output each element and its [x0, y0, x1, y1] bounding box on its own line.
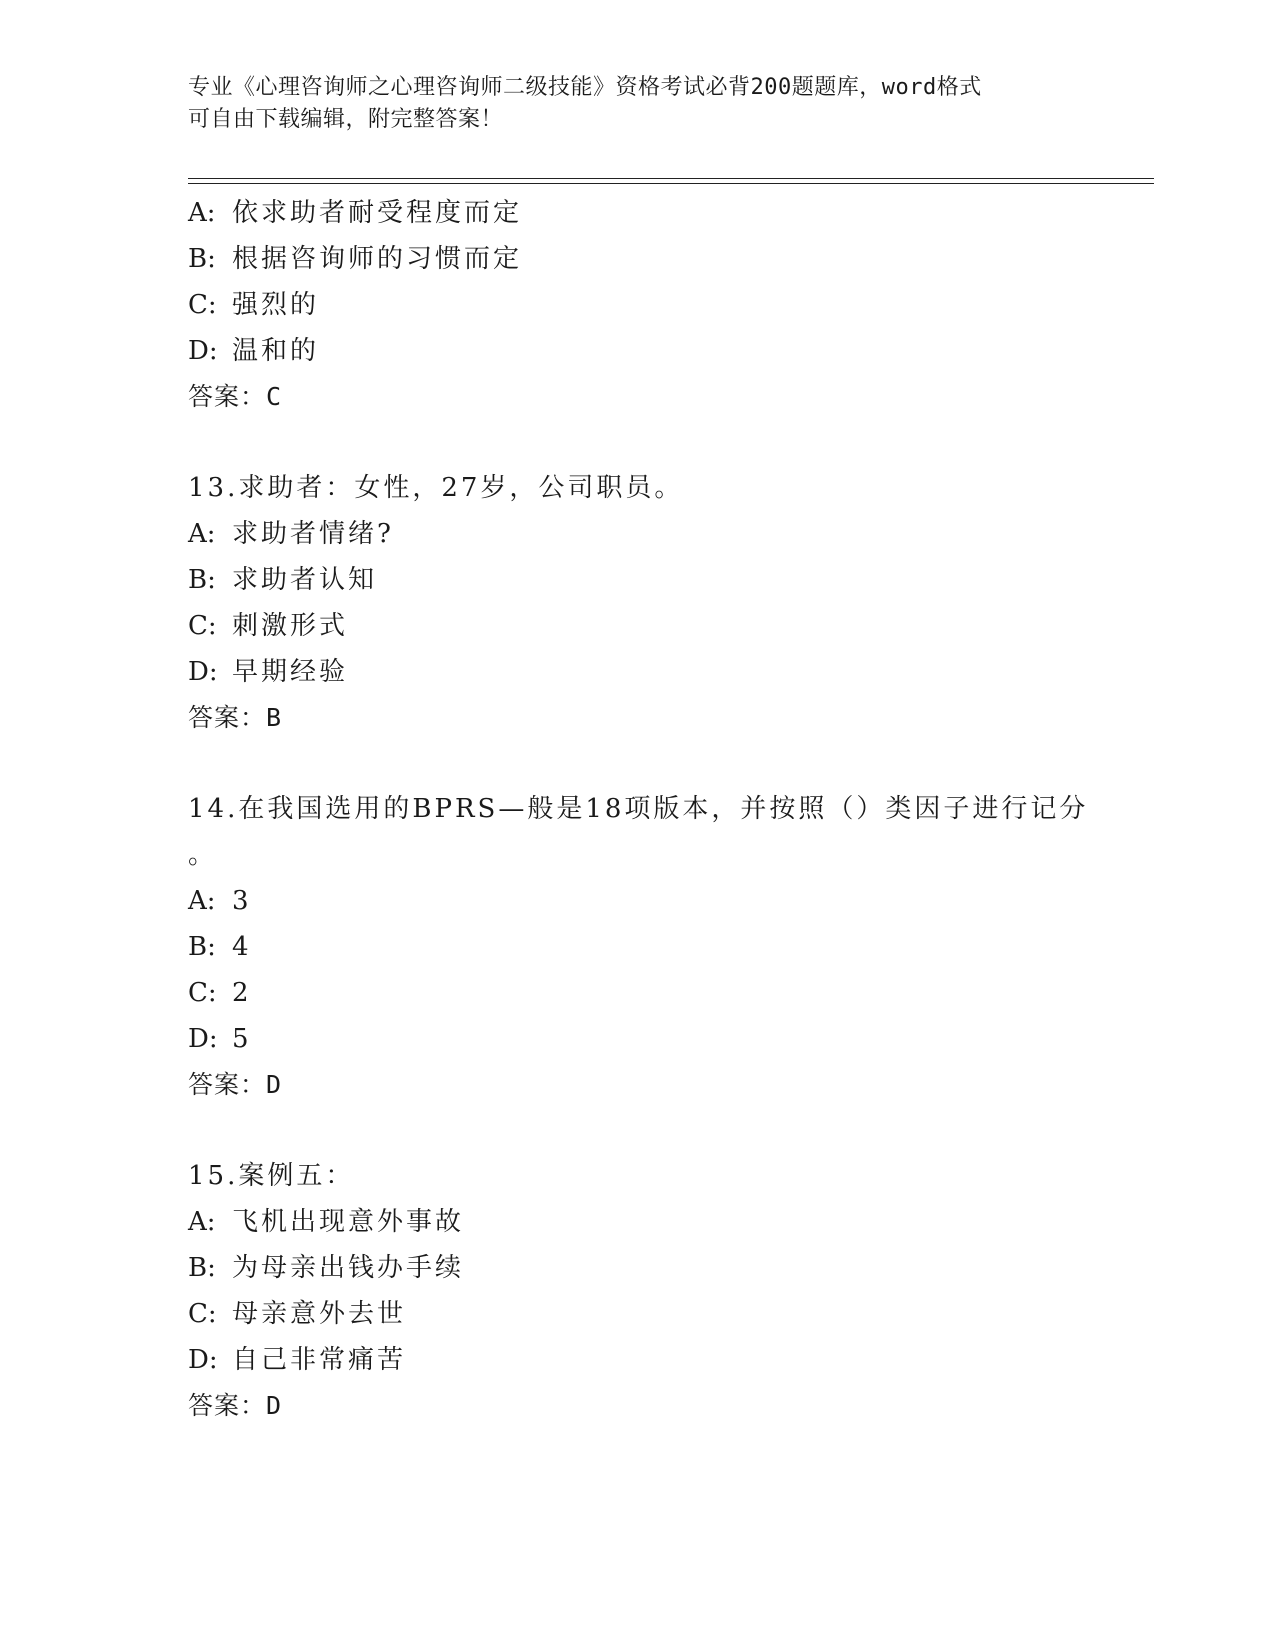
option-letter: C: [188, 978, 217, 1008]
header-line-2: 可自由下载编辑，附完整答案！ [188, 107, 504, 132]
option-letter: B: [188, 1253, 216, 1283]
option-letter: A: [188, 198, 216, 228]
option-text: 求助者情绪? [232, 519, 394, 549]
option-letter: D: [188, 657, 218, 687]
option-text: 2 [232, 978, 252, 1008]
document-header [188, 72, 1068, 136]
option-b [188, 236, 1088, 282]
option-text: 为母亲出钱办手续 [232, 1253, 465, 1283]
option-text: 早期经验 [232, 657, 349, 687]
answer-label: 答案： [188, 382, 267, 411]
option-a [188, 1199, 1088, 1245]
option-text: 3 [232, 886, 252, 916]
question-text: 13.求助者：女性，27岁，公司职员。 [188, 473, 684, 503]
option-text: 刺激形式 [232, 611, 349, 641]
question-block-15 [188, 1153, 1088, 1429]
question-block-14 [188, 786, 1088, 1108]
option-letter: C: [188, 1299, 217, 1329]
header-divider-bottom [188, 183, 1154, 184]
block-spacer [188, 420, 1088, 465]
option-d [188, 1016, 1088, 1062]
option-c [188, 1291, 1088, 1337]
option-letter: B: [188, 565, 216, 595]
answer-value: C [266, 382, 283, 411]
option-d [188, 1337, 1088, 1383]
answer-value: D [266, 1391, 283, 1420]
question-text: 14.在我国选用的BPRS—般是18项版本，并按照（）类因子进行记分 [188, 794, 1089, 824]
question-block-13 [188, 465, 1088, 741]
option-d [188, 649, 1088, 695]
answer-value: D [266, 1070, 283, 1099]
option-a [188, 511, 1088, 557]
option-b [188, 557, 1088, 603]
answer-label: 答案： [188, 1070, 267, 1099]
option-text: 强烈的 [232, 290, 320, 320]
header-divider-top [188, 178, 1154, 179]
option-c [188, 603, 1088, 649]
question-list [188, 190, 1088, 1429]
option-a [188, 878, 1088, 924]
option-letter: D: [188, 336, 218, 366]
answer-value: B [266, 703, 283, 732]
option-d [188, 328, 1088, 374]
answer-line [188, 374, 1088, 420]
option-b [188, 1245, 1088, 1291]
block-spacer [188, 1108, 1088, 1153]
option-text: 根据咨询师的习惯而定 [232, 244, 523, 274]
option-text: 温和的 [232, 336, 320, 366]
option-c [188, 282, 1088, 328]
option-b [188, 924, 1088, 970]
option-letter: C: [188, 290, 217, 320]
answer-line [188, 695, 1088, 741]
question-text: 15.案例五： [188, 1161, 355, 1191]
answer-label: 答案： [188, 703, 267, 732]
option-text: 自己非常痛苦 [232, 1345, 407, 1375]
option-letter: C: [188, 611, 217, 641]
question-block-12 [188, 190, 1088, 420]
option-c [188, 970, 1088, 1016]
block-spacer [188, 741, 1088, 786]
option-letter: A: [188, 886, 216, 916]
option-text: 求助者认知 [232, 565, 378, 595]
option-letter: A: [188, 519, 216, 549]
answer-line [188, 1383, 1088, 1429]
option-text: 4 [232, 932, 252, 962]
option-text: 母亲意外去世 [232, 1299, 407, 1329]
option-text: 依求助者耐受程度而定 [232, 198, 523, 228]
option-letter: B: [188, 932, 216, 962]
option-letter: D: [188, 1345, 218, 1375]
option-text: 飞机出现意外事故 [232, 1207, 465, 1237]
answer-label: 答案： [188, 1391, 267, 1420]
answer-line [188, 1062, 1088, 1108]
header-line-1: 专业《心理咨询师之心理咨询师二级技能》资格考试必背200题题库，word格式 [188, 75, 982, 100]
question-text-continuation: 。 [188, 840, 215, 870]
option-letter: D: [188, 1024, 218, 1054]
option-a [188, 190, 1088, 236]
option-letter: B: [188, 244, 216, 274]
option-text: 5 [232, 1024, 252, 1054]
option-letter: A: [188, 1207, 216, 1237]
